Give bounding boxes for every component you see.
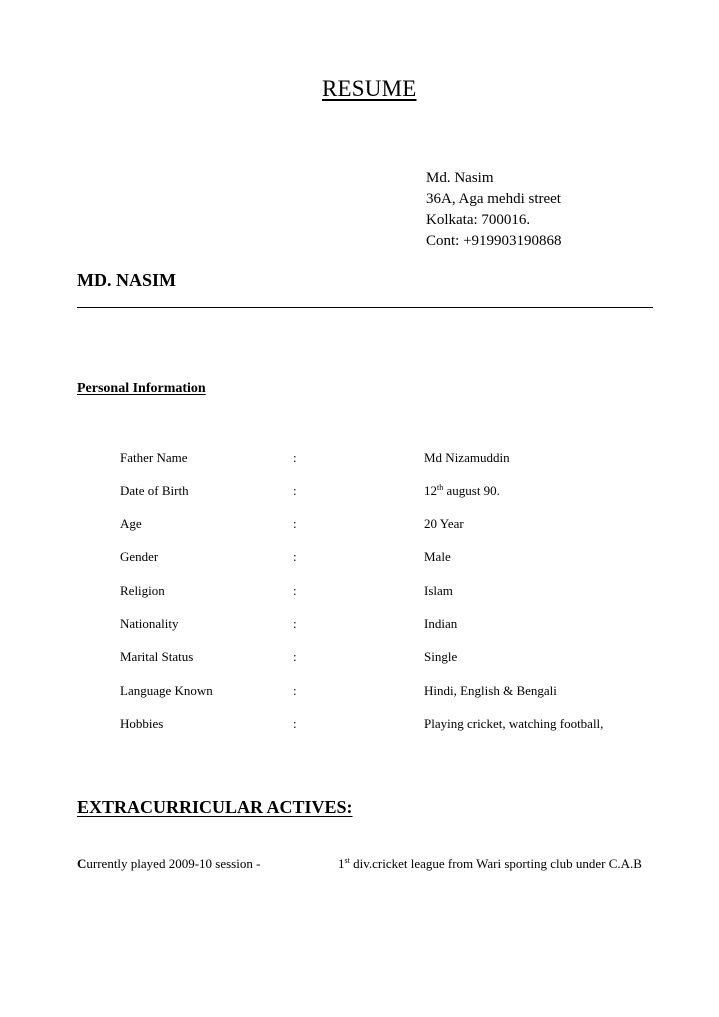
info-row-nationality (0, 616, 719, 636)
info-label: Hobbies (120, 716, 164, 731)
address-block (426, 168, 562, 252)
info-value (424, 483, 500, 499)
info-value: 20 Year (424, 516, 464, 531)
info-colon: : (293, 616, 297, 631)
info-colon: : (293, 483, 297, 498)
info-colon: : (293, 549, 297, 564)
address-street: 36A, Aga mehdi street (426, 191, 561, 207)
dob-day: 12 (424, 483, 437, 498)
address-city: Kolkata: 700016. (426, 212, 531, 228)
info-row-father-name (0, 450, 719, 470)
info-label: Marital Status (120, 649, 194, 664)
info-label: Religion (120, 583, 165, 598)
info-colon: : (293, 583, 297, 598)
league-number: 1 (338, 856, 345, 871)
info-row-age (0, 516, 719, 536)
info-value: Playing cricket, watching football, (424, 716, 604, 731)
extracurricular-initial: C (77, 856, 87, 871)
extracurricular-heading: EXTRACURRICULAR ACTIVES: (77, 797, 353, 817)
info-value: Islam (424, 583, 453, 598)
resume-title: RESUME (322, 76, 417, 101)
name-heading: MD. NASIM (77, 270, 176, 290)
info-row-religion (0, 583, 719, 603)
info-label: Language Known (120, 683, 213, 698)
league-ordinal: st (344, 856, 350, 865)
info-row-marital-status (0, 649, 719, 669)
extracurricular-right (338, 856, 642, 872)
address-contact: Cont: +919903190868 (426, 233, 562, 249)
info-label: Age (120, 516, 142, 531)
info-label: Nationality (120, 616, 179, 631)
info-label: Father Name (120, 450, 188, 465)
info-colon: : (293, 516, 297, 531)
info-colon: : (293, 716, 297, 731)
info-label: Gender (120, 549, 159, 564)
info-colon: : (293, 649, 297, 664)
info-row-date-of-birth (0, 483, 719, 503)
horizontal-rule (77, 307, 653, 308)
info-value: Single (424, 649, 458, 664)
info-colon: : (293, 450, 297, 465)
info-value: Md Nizamuddin (424, 450, 510, 465)
info-row-language-known (0, 683, 719, 703)
extracurricular-left-text: urrently played 2009-10 session - (86, 856, 261, 871)
info-colon: : (293, 683, 297, 698)
dob-rest: august 90. (443, 483, 500, 498)
league-description: div.cricket league from Wari sporting club under C.A.B (349, 856, 642, 871)
info-value: Male (424, 549, 451, 564)
personal-info-heading: Personal Information (77, 381, 206, 396)
info-value: Hindi, English & Bengali (424, 683, 557, 698)
info-value: Indian (424, 616, 458, 631)
extracurricular-left (77, 856, 260, 872)
address-name: Md. Nasim (426, 170, 494, 186)
info-label: Date of Birth (120, 483, 189, 498)
dob-ordinal: th (437, 483, 444, 492)
info-row-hobbies (0, 716, 719, 736)
info-row-gender (0, 549, 719, 569)
